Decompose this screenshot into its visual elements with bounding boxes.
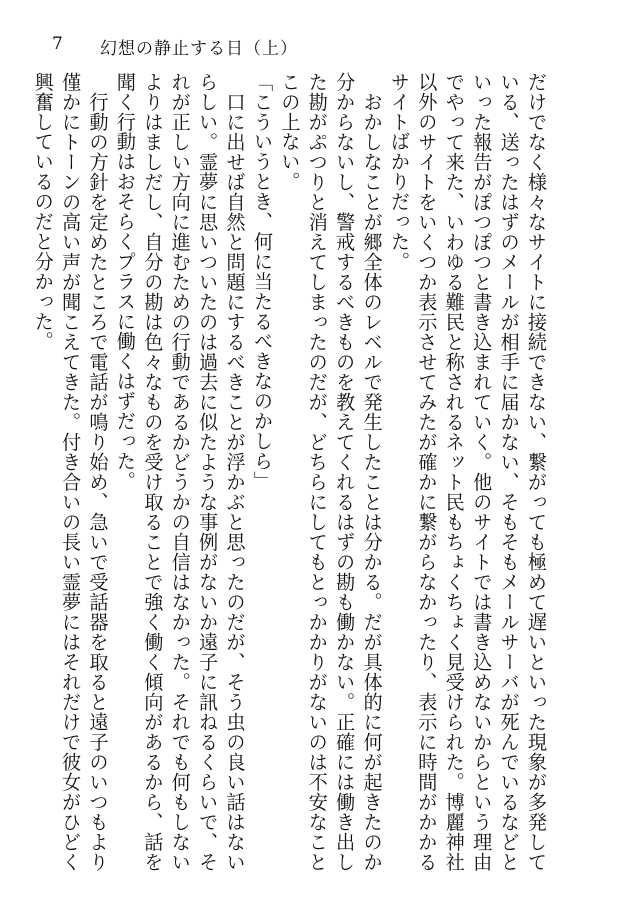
paragraph: だけでなく様々なサイトに接続できない、繋がっても極めて遅いといった現象が多発している、送ったはずのメールが相手に届かない、そもそもメールサーバが死んでいるなどといった報告がぽつぽつと書き込まれていく。他のサイトでは書き込めないからという理由でやって来た、いわゆる難民と称されるネット民もちょくちょく見受けられた。博麗神社以外のサイトをいくつか表示させてみたが確かに繋がらなかったり、表示に時間がかかるサイトばかりだった。 xyxy=(387,72,548,872)
dialogue-line: 「こういうとき、何に当たるべきなのかしら」 xyxy=(250,72,274,491)
paragraph: 行動の方針を定めたところで電話が鳴り始め、急いで受話器を取ると遠子のいつもより僅かにトーンの高い声が聞こえてきた。付き合いの長い霊夢にはそれだけで彼女がひどく興奮しているのだと分かった。 xyxy=(31,72,110,872)
body-text xyxy=(20,72,550,872)
page-number: 7 xyxy=(52,34,63,54)
book-title: 幻想の静止する日（上） xyxy=(100,39,298,59)
paragraph: おかしなことが郷全体のレベルで発生したことは分かる。だが具体的に何が起きたのか分からないし、警戒するべきものを教えてくれるはずの勘も働かない。正確には働き出した勘がぷつりと消えてしまったのだが、どちらにしてもとっかかりがないのは不安なことこの上ない。 xyxy=(278,72,384,872)
paragraph: 口に出せば自然と問題にするべきことが浮かぶと思ったのだが、そう虫の良い話はないらしい。霊夢に思いついたのは過去に似たような事例がないか遠子に訊ねるくらいで、それが正しい方向に進むための行動であるかどうかの自信はなかった。それでも何もしないよりはましだし、自分の勘は色々なものを受け取ることで強く働く傾向があるから、話を聞く行動はおそらくプラスに働くはずだった。 xyxy=(113,72,247,872)
page-header xyxy=(0,34,639,64)
